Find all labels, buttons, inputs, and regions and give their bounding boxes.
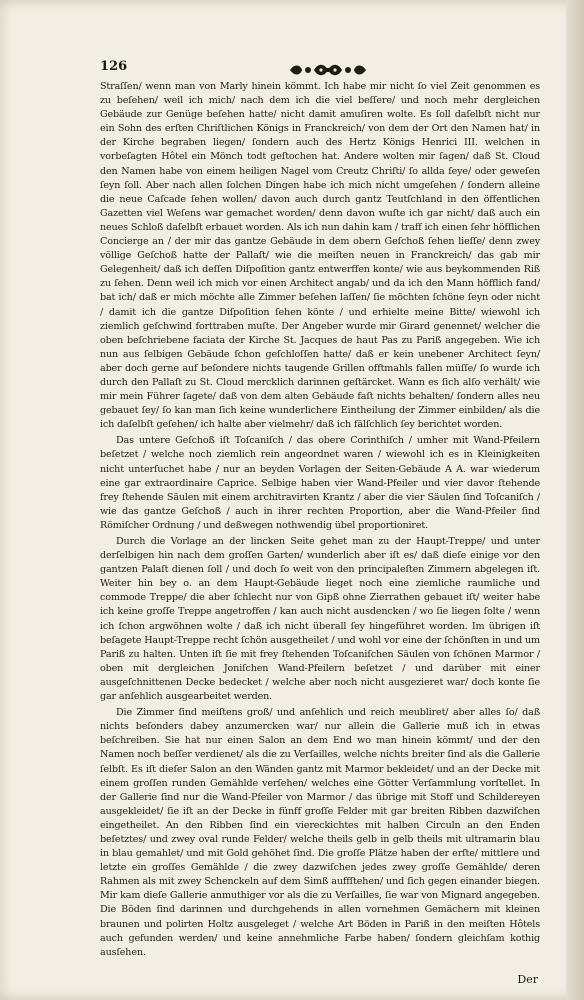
paragraph: Das untere Geſchoß iſt Toſcaniſch / das obere Corinthiſch / umher mit Wand-Pfeilern beſetzet / welche noch ziemlich rein angeordnet waren / wiewohl ich es in Kleinigkeiten nicht unterſuchet habe / nur an beyden Vorlagen der Seiten-Gebäude A A. war wiederum eine gar extraordinaire Caprice. Selbige haben vier Wand-Pfeiler und vier davor ſtehende frey ſtehende Säulen mit einem architravirten Krantz / aber die vier Säulen ſind Toſcaniſch / wie das gantze Geſchoß / auch in ihrer rechten Proportion, aber die Wand-Pfeiler ſind Römiſcher Ordnung / und deßwegen nothwendig übel proportioniret. [100, 435, 540, 531]
paragraph: Durch die Vorlage an der lincken Seite gehet man zu der Haupt-Treppe/ und unter derſelbigen hin nach dem groſſen Garten/ wunderlich aber iſt es/ daß dieſe einige vor den gantzen Palaſt dienen ſoll / und doch ſo weit von den principaleſten Zimmern abgelegen iſt. Weiter hin bey o. an dem Haupt-Gebäude lieget noch eine ziemliche raumliche und commode Treppe/ die aber ſchlecht nur von Gipß ohne Zierrathen gebauet iſt/ weiter habe ich keine groſſe Treppe angetroffen / kan auch nicht ausdencken / wo ſie liegen ſolte / wenn ich ſchon argwöhnen wolte / daß ich nicht überall ſey hingeführet worden. Im übrigen iſt beſagete Haupt-Treppe recht ſchön ausgetheilet / und wohl vor eine der ſchönſten in und um Pariß zu halten. Unten iſt ſie mit frey ſtehenden Toſcaniſchen Säulen von ſchönen Marmor / oben mit dergleichen Joniſchen Wand-Pfeilern beſetzet / und darüber mit einer ausgeſchnittenen Decke bedecket / welche aber noch nicht ausgezieret war/ doch konte ſie gar anſehlich ausgearbeitet werden. [100, 536, 540, 703]
page-header [100, 60, 540, 80]
floral-ornament-icon [288, 62, 368, 76]
page-number: 126 [100, 59, 128, 74]
paragraph: Straſſen/ wenn man von Marly hinein kömmt. Ich habe mir nicht ſo viel Zeit genommen es zu beſehen/ weil ich mich/ nach dem ich die viel beſſere/ und noch mehr dergleichen Gebäude zur Genüge beſehen hatte/ nicht damit amuſiren wolte. Es ſoll daſelbſt nicht nur ein Sohn des erſten Chriſtlichen Königs in Franckreich/ von dem der Ort den Namen hat/ in der Kirche begraben liegen/ ſondern auch des Hertz Königs Henrici III. welchen in vorbeſagten Hôtel ein Mönch todt geſtochen hat. Andere wolten mir ſagen/ daß St. Cloud den Namen habe von einem heiligen Nagel vom Creutz Chriſti/ ſo allda ſeye/ oder geweſen ſeyn ſoll. Aber nach allen ſolchen Dingen habe ich mich nicht umgeſehen / ſondern alleine die neue Caſcade ſehen wollen/ davon auch durch gantz Teutſchland in den öffentlichen Gazetten viel Weſens war gemachet worden/ denn davon wuſte ich gar nicht/ daß auch ein neues Schloß daſelbſt erbauet worden. Als ich nun dahin kam / traff ich einen ſehr höfflichen Concierge an / der mir das gantze Gebäude in dem obern Geſchoß ſehen lieſſe/ denn zwey völlige Geſchoß hatte der Pallaſt/ wie die meiſten neuen in Franckreich/ das gab mir Gelegenheit/ daß ich deſſen Diſpoſition gantz entwerffen konte/ wie aus beykommenden Riß zu ſehen. Denn weil ich mich vor einen Architect angab/ und da ich den Mann höfflich fand/ bat ich/ daß er mich möchte alle Zimmer beſehen laſſen/ ſie möchten ſchöne ſeyn oder nicht / damit ich die gantze Diſpoſition ſehen könte / und erhielte meine Bitte/ wiewohl ich ziemlich geſchwind forttraben muſte. Der Angeber wurde mir Girard genennet/ welcher die oben beſchriebene faciata der Kirche St. Jacques de haut Pas zu Pariß angegeben. Wie ich nun aus ſelbigen Gebäude ſchon geſchloſſen hatte/ daß er kein unebener Architect ſeyn/ aber doch gerne auf beſondere nichts taugende Grillen offtmahls fallen müſſe/ ſo wurde ich durch den Pallaſt zu St. Cloud mercklich darinnen geſtärcket. Wann es ſich alſo verhält/ wie mir mein Führer ſagete/ daß von dem alten Gebäude faſt nichts behalten/ ſondern alles neu gebauet ſey/ ſo kan man ſich keine wunderlichere Eintheilung der Zimmer einbilden/ als die ich daſelbſt geſehen/ ich halte aber vielmehr/ daß ich fälſchlich ſey berichtet worden. [100, 81, 540, 431]
paragraph: Die Zimmer ſind meiſtens groß/ und anſehlich und reich meubliret/ aber alles ſo/ daß nichts beſonders dabey anzumercken war/ nur allein die Gallerie muß ich in etwas beſchreiben. Sie hat nur einen Salon an dem End wo man hinein kömmt/ und der den Namen noch beſſer verdienet/ als die zu Verſailles, welche nichts breiter ſind als die Gallerie ſelbſt. Es iſt dieſer Salon an den Wänden gantz mit Marmor bekleidet/ und an der Decke mit einem groſſen runden Gemählde verſehen/ welches eine Götter Verſammlung vorſtellet. In der Gallerie ſind nur die Wand-Pfeiler von Marmor / das übrige mit Stoff und Schildereyen ausgekleidet/ ſie iſt an der Decke in fünff groſſe Felder mit gar breiten Ribben dazwiſchen eingetheilet. An den Ribben ſind ein viereckichtes mit halben Circuln an den Enden beſetztes/ und zwey oval runde Felder/ welche theils gelb in gelb theils mit ultramarin blau in blau gemahlet/ und mit Gold gehöhet ſind. Die groſſe Plätze haben der erſte/ mittlere und letzte ein groſſes Gemählde / die zwey dazwiſchen jedes zwey groſſe Gemählde/ deren Rahmen als mit zwey Schenckeln auf dem Simß auffſtehen/ und ſich gegen einander biegen. Mir kam dieſe Gallerie anmuthiger vor als die zu Verſailles, ſie war von Mignard angegeben. Die Böden ſind darinnen und durchgehends in allen vornehmen Gemächern mit kleinen braunen und polirten Holtz ausgeleget / welche Art Böden in Pariß in den meiſten Hôtels auch gefunden werden/ und keine annehmliche Farbe haben/ ſondern gleichſam kothig ausſehen. [100, 707, 540, 958]
body-text [100, 80, 540, 960]
page-gutter [566, 0, 584, 1000]
catchword: Der [517, 973, 538, 986]
